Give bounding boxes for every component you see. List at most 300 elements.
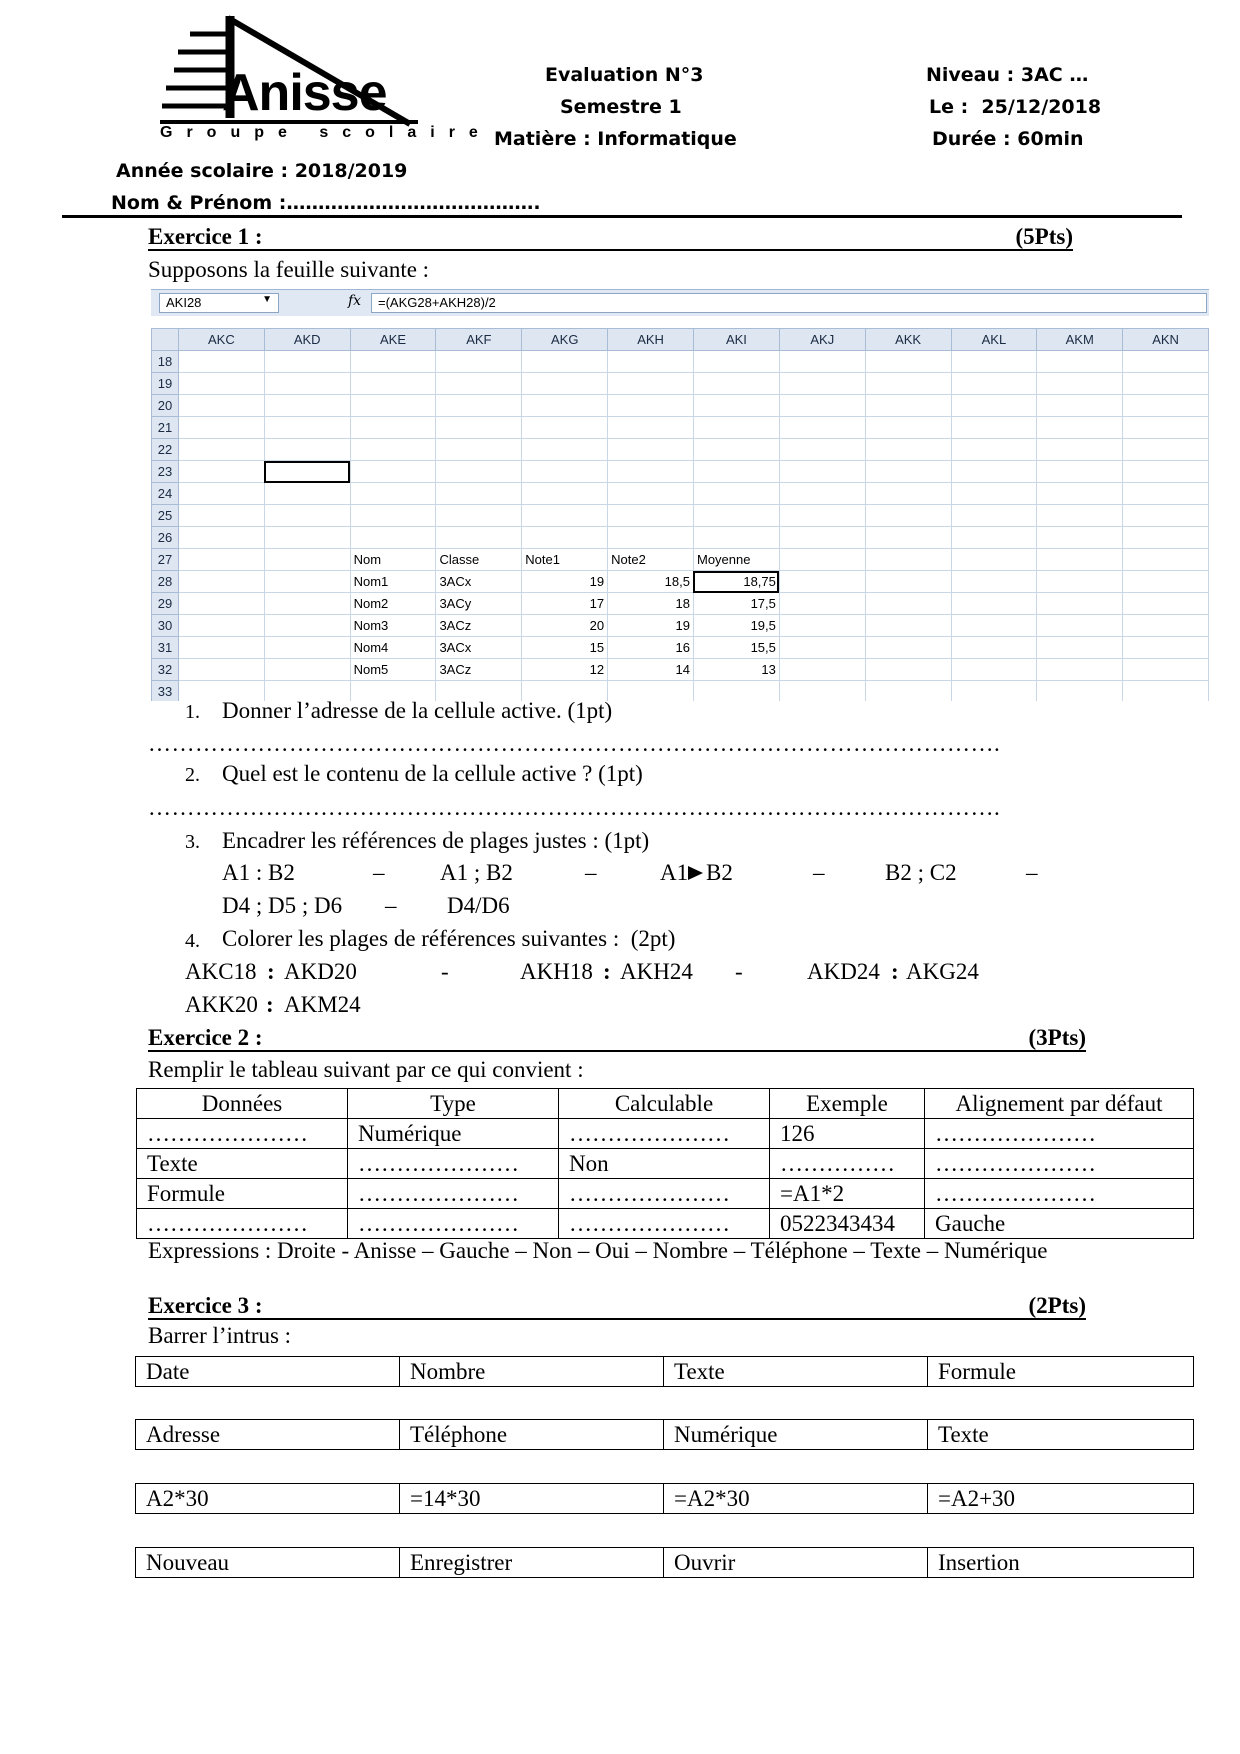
sheet-cell <box>865 593 951 615</box>
sheet-cell <box>264 395 350 417</box>
row-header: 24 <box>152 483 179 505</box>
sheet-cell: 15 <box>522 637 608 659</box>
sheet-cell <box>178 373 264 395</box>
sheet-cell <box>779 351 865 373</box>
sheet-cell <box>951 417 1037 439</box>
sheet-cell <box>1123 417 1209 439</box>
column-header: AKD <box>264 329 350 351</box>
column-header: AKG <box>522 329 608 351</box>
sheet-cell <box>608 681 694 702</box>
sheet-cell <box>608 505 694 527</box>
q4-range-start: AKH18 <box>520 959 593 984</box>
sheet-cell: 16 <box>608 637 694 659</box>
sheet-cell <box>951 615 1037 637</box>
sheet-cell <box>608 351 694 373</box>
sheet-cell <box>865 615 951 637</box>
table-cell: ………………… <box>348 1179 559 1209</box>
q1-answer-line: ………………………………………………………………………………………………. <box>148 731 1001 756</box>
sheet-cell: 3ACx <box>436 571 522 593</box>
sheet-cell <box>178 417 264 439</box>
q4-range-end: AKH24 <box>620 959 693 984</box>
sheet-cell <box>693 417 779 439</box>
sheet-cell <box>951 659 1037 681</box>
sheet-cell <box>865 395 951 417</box>
sheet-cell <box>436 417 522 439</box>
sheet-cell: 14 <box>608 659 694 681</box>
intrus-option: Texte <box>928 1420 1194 1450</box>
sheet-cell: 19 <box>608 615 694 637</box>
q3-option-part: B2 <box>706 860 733 885</box>
sheet-row <box>152 395 1209 417</box>
q4-range-colon: : <box>267 959 275 984</box>
sheet-cell <box>522 351 608 373</box>
sheet-cell <box>865 439 951 461</box>
sheet-cell <box>522 395 608 417</box>
table-cell: Formule <box>137 1179 348 1209</box>
sheet-cell <box>951 395 1037 417</box>
sheet-cell <box>1123 681 1209 702</box>
sheet-cell <box>779 681 865 702</box>
sheet-row <box>152 571 1209 593</box>
sheet-cell <box>865 571 951 593</box>
table-row <box>136 1484 1194 1514</box>
sheet-cell <box>608 439 694 461</box>
table-cell: ………………… <box>559 1179 770 1209</box>
q3-separator: – <box>813 860 825 885</box>
sheet-cell <box>436 373 522 395</box>
sheet-cell <box>1037 483 1123 505</box>
column-header: AKF <box>436 329 522 351</box>
row-header: 22 <box>152 439 179 461</box>
sheet-cell <box>178 395 264 417</box>
sheet-cell <box>1123 527 1209 549</box>
intrus-row-table <box>135 1356 1194 1387</box>
dropdown-arrow-icon: ▼ <box>262 294 272 305</box>
exercise3-title: Exercice 3 : <box>148 1293 263 1318</box>
sheet-cell <box>178 439 264 461</box>
table-row <box>137 1149 1194 1179</box>
sheet-grid <box>151 328 1209 701</box>
sheet-cell: Nom3 <box>350 615 436 637</box>
sheet-cell <box>951 571 1037 593</box>
intrus-row-table <box>135 1547 1194 1578</box>
sheet-cell: Note1 <box>522 549 608 571</box>
intrus-row-table <box>135 1419 1194 1450</box>
sheet-cell <box>1123 505 1209 527</box>
semestre: Semestre 1 <box>560 96 682 118</box>
sheet-cell: Moyenne <box>693 549 779 571</box>
sheet-cell <box>608 417 694 439</box>
q3-separator: – <box>1026 860 1038 885</box>
arrow-right-icon <box>688 866 703 880</box>
outlined-cell <box>264 461 350 483</box>
q3-option: A1 : B2 <box>222 860 295 885</box>
sheet-cell <box>608 483 694 505</box>
q3-option: A1 ; B2 <box>440 860 513 885</box>
sheet-cell <box>779 373 865 395</box>
sheet-cell <box>264 549 350 571</box>
sheet-cell <box>779 593 865 615</box>
sheet-cell <box>1123 571 1209 593</box>
table-row <box>136 1420 1194 1450</box>
row-header: 26 <box>152 527 179 549</box>
sheet-row <box>152 461 1209 483</box>
sheet-cell <box>436 351 522 373</box>
sheet-cell <box>779 461 865 483</box>
intrus-option: Texte <box>664 1357 928 1387</box>
intrus-option: Nombre <box>400 1357 664 1387</box>
sheet-cell <box>178 593 264 615</box>
sheet-cell <box>178 461 264 483</box>
sheet-cell <box>865 659 951 681</box>
q4-range-start: AKD24 <box>807 959 880 984</box>
fx-icon: fx <box>348 293 362 309</box>
sheet-row <box>152 439 1209 461</box>
sheet-cell <box>178 527 264 549</box>
logo-subtitle: Groupe scolaire <box>160 124 492 141</box>
row-header: 18 <box>152 351 179 373</box>
sheet-cell <box>951 593 1037 615</box>
sheet-cell <box>1037 505 1123 527</box>
sheet-cell <box>865 373 951 395</box>
sheet-cell: Nom5 <box>350 659 436 681</box>
sheet-cell <box>779 505 865 527</box>
sheet-cell <box>693 527 779 549</box>
table-cell: ………………… <box>137 1209 348 1239</box>
sheet-cell <box>264 637 350 659</box>
q4-separator: - <box>735 959 743 984</box>
sheet-cell <box>178 505 264 527</box>
sheet-cell <box>951 637 1037 659</box>
intrus-option: Formule <box>928 1357 1194 1387</box>
q4-range-start: AKK20 <box>185 992 258 1017</box>
sheet-cell <box>865 461 951 483</box>
sheet-cell <box>1123 351 1209 373</box>
sheet-cell <box>350 373 436 395</box>
sheet-cell <box>178 483 264 505</box>
sheet-row <box>152 505 1209 527</box>
table-row <box>136 1357 1194 1387</box>
column-header: AKK <box>865 329 951 351</box>
q2-text: Quel est le contenu de la cellule active ? (1pt) <box>222 761 643 786</box>
sheet-cell <box>1037 593 1123 615</box>
grid-body <box>152 351 1209 702</box>
q1-text: Donner l’adresse de la cellule active. (1pt) <box>222 698 613 723</box>
sheet-cell <box>1037 549 1123 571</box>
sheet-cell <box>1037 527 1123 549</box>
sheet-cell <box>264 373 350 395</box>
table-cell: Gauche <box>925 1209 1194 1239</box>
intrus-option: Date <box>136 1357 400 1387</box>
table-row <box>136 1548 1194 1578</box>
exercise2-points: (3Pts) <box>1028 1025 1086 1050</box>
q2-answer-line: ………………………………………………………………………………………………. <box>148 795 1001 820</box>
sheet-cell <box>865 549 951 571</box>
exercise2-table <box>136 1088 1194 1239</box>
sheet-cell <box>779 417 865 439</box>
sheet-cell <box>1123 483 1209 505</box>
sheet-cell: 19 <box>522 571 608 593</box>
sheet-cell: 3ACz <box>436 659 522 681</box>
table-cell: 0522343434 <box>770 1209 925 1239</box>
column-header: AKI <box>693 329 779 351</box>
row-header: 20 <box>152 395 179 417</box>
exercise2-table-header <box>137 1089 1194 1119</box>
sheet-cell <box>522 417 608 439</box>
q4-range-colon: : <box>891 959 899 984</box>
table-cell: ………………… <box>925 1119 1194 1149</box>
intrus-option: Ouvrir <box>664 1548 928 1578</box>
sheet-cell: 13 <box>693 659 779 681</box>
formula-bar <box>151 289 1209 316</box>
column-header: AKE <box>350 329 436 351</box>
sheet-cell <box>522 483 608 505</box>
sheet-cell <box>350 395 436 417</box>
sheet-cell <box>865 505 951 527</box>
q2-number: 2. <box>185 764 200 786</box>
sheet-cell: Nom4 <box>350 637 436 659</box>
sheet-cell <box>264 659 350 681</box>
row-header: 33 <box>152 681 179 702</box>
sheet-cell <box>693 373 779 395</box>
sheet-cell <box>436 527 522 549</box>
table-header-cell: Type <box>348 1089 559 1119</box>
q4-range-end: AKM24 <box>284 992 361 1017</box>
sheet-cell: 3ACx <box>436 637 522 659</box>
intrus-option: =A2+30 <box>928 1484 1194 1514</box>
sheet-row <box>152 593 1209 615</box>
column-header: AKH <box>608 329 694 351</box>
sheet-cell: 3ACy <box>436 593 522 615</box>
q4-range-colon: : <box>603 959 611 984</box>
sheet-cell <box>1123 461 1209 483</box>
sheet-cell <box>951 461 1037 483</box>
exercise2-intro: Remplir le tableau suivant par ce qui convient : <box>148 1057 584 1082</box>
sheet-cell <box>1037 637 1123 659</box>
table-row <box>137 1119 1194 1149</box>
niveau: Niveau : 3AC … <box>926 64 1089 86</box>
sheet-cell: Nom2 <box>350 593 436 615</box>
exercise2-expressions: Expressions : Droite - Anisse – Gauche – Non – Oui – Nombre – Téléphone – Texte – Numérique <box>148 1238 1048 1263</box>
table-cell: Non <box>559 1149 770 1179</box>
sheet-cell: Nom1 <box>350 571 436 593</box>
sheet-cell <box>1037 461 1123 483</box>
sheet-cell <box>951 483 1037 505</box>
sheet-cell <box>522 373 608 395</box>
sheet-cell <box>1123 373 1209 395</box>
select-all-corner <box>152 329 179 351</box>
sheet-cell <box>1037 373 1123 395</box>
active-cell: 18,75 <box>693 571 779 593</box>
row-header: 25 <box>152 505 179 527</box>
sheet-cell <box>865 417 951 439</box>
sheet-cell <box>951 549 1037 571</box>
sheet-row <box>152 527 1209 549</box>
sheet-cell <box>1037 395 1123 417</box>
table-header-cell: Calculable <box>559 1089 770 1119</box>
sheet-cell <box>779 615 865 637</box>
name-box-value: AKI28 <box>166 295 202 310</box>
name-box <box>159 293 279 313</box>
sheet-cell <box>264 593 350 615</box>
sheet-cell <box>1123 549 1209 571</box>
q3-text: Encadrer les références de plages justes : (1pt) <box>222 828 650 853</box>
q3-option: A1 <box>660 860 689 885</box>
q3-separator: – <box>585 860 597 885</box>
sheet-cell <box>1123 615 1209 637</box>
sheet-row <box>152 549 1209 571</box>
exercise1-points: (5Pts) <box>1015 224 1073 249</box>
sheet-row <box>152 637 1209 659</box>
sheet-cell <box>264 615 350 637</box>
sheet-cell: 17 <box>522 593 608 615</box>
sheet-cell: 15,5 <box>693 637 779 659</box>
table-cell: Texte <box>137 1149 348 1179</box>
sheet-cell <box>1123 395 1209 417</box>
table-cell: 126 <box>770 1119 925 1149</box>
q3-option: B2 ; C2 <box>885 860 957 885</box>
intrus-option: Adresse <box>136 1420 400 1450</box>
q3-separator: – <box>385 893 397 918</box>
annee-scolaire: Année scolaire : 2018/2019 <box>116 160 408 182</box>
column-header: AKN <box>1123 329 1209 351</box>
row-header: 27 <box>152 549 179 571</box>
sheet-cell: Note2 <box>608 549 694 571</box>
sheet-cell <box>522 527 608 549</box>
sheet-cell <box>693 681 779 702</box>
sheet-cell <box>178 637 264 659</box>
sheet-cell <box>1037 351 1123 373</box>
sheet-cell <box>178 571 264 593</box>
sheet-cell <box>693 351 779 373</box>
intrus-option: Enregistrer <box>400 1548 664 1578</box>
sheet-cell <box>865 637 951 659</box>
sheet-cell <box>350 527 436 549</box>
exercise3-points: (2Pts) <box>1028 1293 1086 1318</box>
sheet-cell <box>865 351 951 373</box>
sheet-cell <box>865 681 951 702</box>
sheet-cell <box>264 505 350 527</box>
q4-range-start: AKC18 <box>185 959 257 984</box>
sheet-cell <box>178 549 264 571</box>
column-header: AKL <box>951 329 1037 351</box>
sheet-cell <box>178 351 264 373</box>
sheet-cell <box>1123 439 1209 461</box>
table-row <box>137 1209 1194 1239</box>
sheet-cell <box>1037 571 1123 593</box>
sheet-cell <box>693 505 779 527</box>
sheet-cell: 12 <box>522 659 608 681</box>
sheet-row <box>152 417 1209 439</box>
logo-name: Anisse <box>222 64 387 122</box>
sheet-cell <box>693 461 779 483</box>
table-cell: ………………… <box>925 1179 1194 1209</box>
sheet-row <box>152 615 1209 637</box>
sheet-cell <box>436 439 522 461</box>
sheet-cell <box>951 351 1037 373</box>
sheet-cell <box>779 637 865 659</box>
matiere: Matière : Informatique <box>494 128 737 150</box>
sheet-cell: 18 <box>608 593 694 615</box>
sheet-cell <box>350 461 436 483</box>
sheet-cell <box>1037 417 1123 439</box>
column-header: AKM <box>1037 329 1123 351</box>
row-header: 32 <box>152 659 179 681</box>
duree: Durée : 60min <box>932 128 1084 150</box>
table-cell: ………………… <box>348 1209 559 1239</box>
sheet-cell <box>693 483 779 505</box>
sheet-cell <box>350 505 436 527</box>
table-cell: Numérique <box>348 1119 559 1149</box>
sheet-cell <box>693 439 779 461</box>
sheet-cell <box>1123 659 1209 681</box>
sheet-cell <box>693 395 779 417</box>
q3-option: D4/D6 <box>447 893 510 918</box>
sheet-row <box>152 483 1209 505</box>
row-header: 28 <box>152 571 179 593</box>
sheet-cell <box>350 351 436 373</box>
sheet-cell <box>436 461 522 483</box>
exercise2-heading <box>148 1025 1086 1052</box>
column-header: AKC <box>178 329 264 351</box>
school-logo <box>160 14 492 142</box>
q1-number: 1. <box>185 701 200 723</box>
column-header: AKJ <box>779 329 865 351</box>
table-header-cell: Alignement par défaut <box>925 1089 1194 1119</box>
sheet-cell <box>608 527 694 549</box>
sheet-cell <box>264 483 350 505</box>
sheet-cell: Classe <box>436 549 522 571</box>
table-cell: …………… <box>770 1149 925 1179</box>
sheet-cell <box>951 505 1037 527</box>
sheet-cell <box>436 483 522 505</box>
intrus-row-table <box>135 1483 1194 1514</box>
spreadsheet-screenshot <box>151 289 1209 701</box>
sheet-cell <box>522 505 608 527</box>
sheet-cell: 3ACz <box>436 615 522 637</box>
sheet-cell <box>779 395 865 417</box>
sheet-cell <box>350 439 436 461</box>
sheet-cell <box>1123 637 1209 659</box>
row-header: 23 <box>152 461 179 483</box>
q4-range-end: AKD20 <box>284 959 357 984</box>
intrus-option: Insertion <box>928 1548 1194 1578</box>
sheet-cell <box>264 417 350 439</box>
sheet-cell: 20 <box>522 615 608 637</box>
sheet-cell <box>1037 659 1123 681</box>
intrus-option: A2*30 <box>136 1484 400 1514</box>
sheet-cell <box>436 395 522 417</box>
sheet-cell <box>264 351 350 373</box>
intrus-option: Numérique <box>664 1420 928 1450</box>
q4-range-colon: : <box>266 992 274 1017</box>
intrus-option: Nouveau <box>136 1548 400 1578</box>
exercise1-heading <box>148 224 1073 251</box>
sheet-cell <box>178 659 264 681</box>
sheet-cell <box>779 571 865 593</box>
sheet-cell <box>608 373 694 395</box>
sheet-cell: 19,5 <box>693 615 779 637</box>
table-cell: =A1*2 <box>770 1179 925 1209</box>
row-header: 30 <box>152 615 179 637</box>
table-cell: ………………… <box>925 1149 1194 1179</box>
table-cell: ………………… <box>559 1119 770 1149</box>
row-header: 19 <box>152 373 179 395</box>
sheet-cell <box>865 527 951 549</box>
sheet-cell <box>1037 439 1123 461</box>
sheet-cell: Nom <box>350 549 436 571</box>
sheet-cell <box>1037 681 1123 702</box>
